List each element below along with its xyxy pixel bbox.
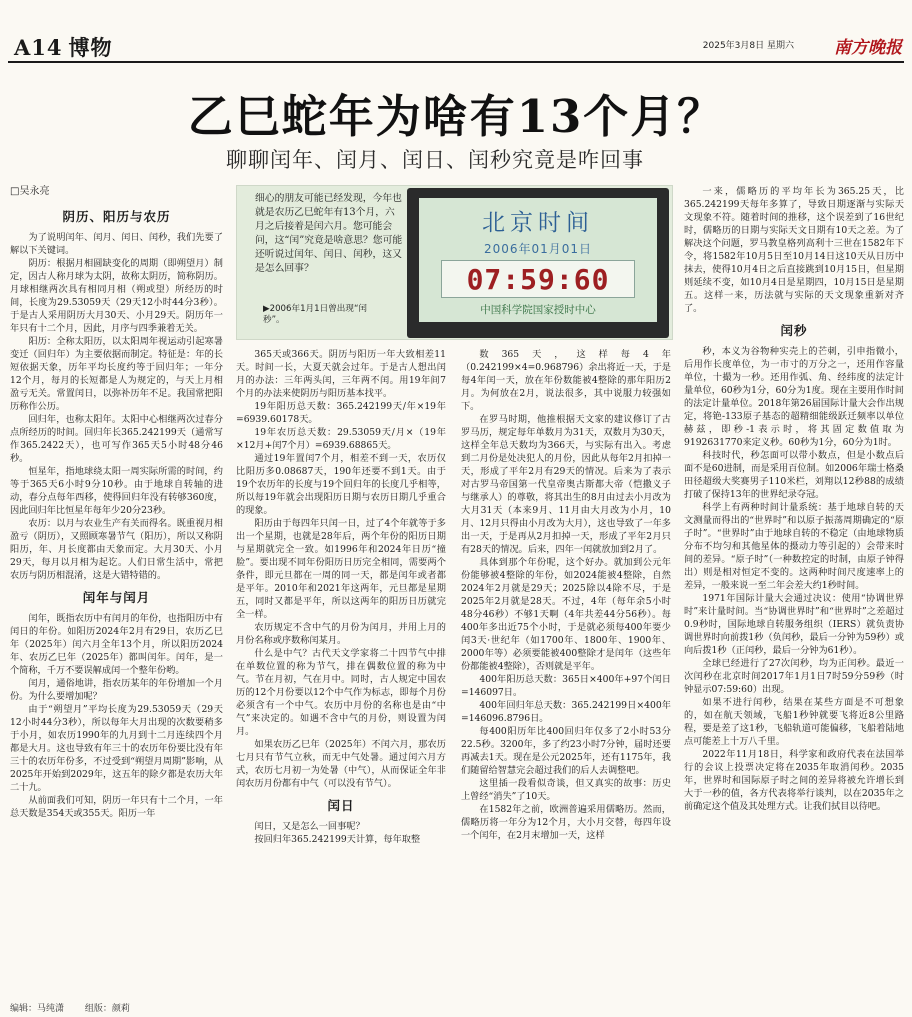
column-4 bbox=[684, 185, 904, 993]
byline: □吴永亮 bbox=[10, 186, 50, 197]
paragraph: 在罗马时期，他推根据天文家的建议修订了古罗马历，规定每年单数月为31天，双数月为30天，这样全年总天数均为366天，与实际有出入。考虑到二月份是处决犯人的月份，因此从每年2月扣掉一天，形成了平年2月有29天的情况。后来为了表示对古罗马帝国第一代皇帝奥古斯都大帝（恺撒义子与继承人）的尊敬，将其出生的8月由过去小月改为大月31天（本来9月、11月由大月改为小月，10月、12月只得由小月改为大月），这也导致了一年多出一天，于是再从2月扣掉一天，形成了平年2月只有28天的情况。后来，四年一闰就放加到2月了。 bbox=[461, 414, 671, 555]
clock-box bbox=[441, 260, 635, 298]
column-3 bbox=[461, 348, 671, 993]
section-title-leap-second: 闰秒 bbox=[780, 323, 808, 338]
paragraph: 闰月，通俗地讲，指农历某年的年份增加一个月份。为什么要增加呢？ bbox=[10, 678, 223, 702]
paragraph: 科技时代，秒怎面可以带小数点，但是小数点后面不是60进制，而是采用百位制。如2006年瑞士格桑田径超级大奖赛男子110米栏，刘翔以12秒88的成绩打破了保持13年的世界纪录夺冠。 bbox=[684, 450, 904, 500]
section-title-leap-year-month: 闰年与闰月 bbox=[82, 590, 151, 605]
photo-caption: ▶2006年1月1日曾出现“闰秒”。 bbox=[263, 304, 368, 325]
paragraph: 19年阳历总天数：365.242199天/年×19年=6939.60178天。 bbox=[236, 401, 446, 425]
design-credit: 组版：颜莉 bbox=[84, 1004, 130, 1014]
paragraph: 秒，本义为谷物种实壳上的芒刺，引申指微小，后用作长度单位，为一市寸的万分之一，还用作容量单位，十撮为一秒。还用作弧、角、经纬度的法定计量单位，60秒为1分，60分为1度。现在主要用作时间的法定计量单位。2018年第26届国际计量大会作出规定，将铯-133原子基态的超精细能级跃迁频率以单位赫兹，即秒-1表示时，将其固定数值取为9192631770来定义秒。60秒为1分，60分为1时。 bbox=[684, 346, 904, 448]
paragraph: 如果农历乙巳年（2025年）不闰六月，那农历七月只有节气立秋，而无中气处暑。通过闰六月方式，农历七月初一为处暑（中气），从而保证全年非闰农历月份都有中气（可以没有节气）。 bbox=[236, 739, 446, 789]
paragraph: 阴历：根据月相圆缺变化的周期（即朔望月）制定，因古人称月球为太阴，故称太阴历，简称阴历。月球相继两次具有相同月相（朔或望）所经历的时间，长度为29.53059天（29天12小时44分3秒）。于是古人采用阴历大月30天、小月29天。阴历年一年只有十二个月，因此，月序与四季兼着无关。 bbox=[10, 258, 223, 334]
paragraph: 全球已经进行了27次闰秒，均为正闰秒。最近一次闰秒在北京时间2017年1月1日7时59分59秒（时钟显示07:59:60）出现。 bbox=[684, 658, 904, 695]
paragraph: 一来，儒略历的平均年长为365.25天，比365.242199天每年多算了，导致日期逐渐与实际天文现象不符。随着时间的推移，这个误差到了16世纪时，儒略历的日期与实际天文日期有10天之差。为了解决这个问题，罗马教皇格列高利十三世在1582年下令，将1582年10月5日至10月14日这10天从日历中抹去，使得10月4日之后直接跳到10月15日，但星期则延续不变，如10月4日是星期四，10月15日是星期五。这样一来，历法就与实际的天文现象重新对齐了。 bbox=[684, 186, 904, 314]
paragraph: 阳历由于每四年只闰一日，过了4个年就等于多出一个星期，也就是28年后，两个年份的阳历日期与星期就完全一致。如1996年和2024年日历“撞脸”。要出现不同年份阳历日历完全相同，需要两个条件，即元旦都在一周的同一天，都是闰年或者都是平年。2010年和2021年这两年，元旦都是星期五，同时又都是平年，所以这两年的阳历日历就完全一样。 bbox=[236, 518, 446, 620]
column-1 bbox=[10, 185, 223, 993]
paragraph: 从前面我们可知，阴历一年只有十二个月，一年总天数是354天或355天。阳历一年 bbox=[10, 795, 223, 819]
paragraph: 具体到那个年份呢，这个好办。就加到公元年份能够被4整除的年份，如2024能被4整除，自然2024年2月就是29天；2025除以4除不尽，于是2025年2月就是28天。不过，4年（每年余5小时48分46秒）不够1天啊（4年共差44分56秒）。每400年多出近75个小时，于是就必须每400年要少闰3天·世纪年（如1700年、1800年、1900年、2000年等）必须要能被400整除才是闰年（这些年份都能被4整除），否则就是平年。 bbox=[461, 557, 671, 672]
header-rule bbox=[8, 61, 904, 63]
paragraph: 每400阳历年比400回归年仅多了2小时53分22.5秒。3200年，多了约23小时7分钟，届时还要再减去1天。现在是公元2025年，还有1175年，我们随留给智慧完会超过我们的后人去调整吧。 bbox=[461, 726, 671, 776]
headline: 乙巳蛇年为啥有13个月？ bbox=[187, 90, 725, 143]
paragraph: 农历：以月与农业生产有关而得名。既重视月相盈亏（阴历），又照顾寒暑节气（阳历），所以又称阴阳历，年、月长度都由天象而定。大月30天、小月29天，每月以月相为起讫。人们日常生活中，常把农历与阴历相混淆，这是大错特错的。 bbox=[10, 518, 223, 581]
issue-date: 2025年3月8日 星期六 bbox=[702, 41, 794, 51]
paragraph: 1971年国际计量大会通过决议：使用“协调世界时”来计量时间。当“协调世界时”和“世界时”之差超过0.9秒时，国际地球自转服务组织（IERS）就负责协调世界时向前拨1秒（负闰秒，最后一分钟为59秒）或向后拨1秒（正闰秒，最后一分钟为61秒）。 bbox=[684, 593, 904, 656]
newspaper-logo: 南方晚报 bbox=[834, 38, 902, 58]
paragraph: 为了说明闰年、闰月、闰日、闰秒，我们先要了解以下关键词。 bbox=[10, 232, 223, 256]
paragraph: 按回归年365.242199天计算，每年取整 bbox=[254, 834, 421, 845]
paragraph: 科学上有两种时间计量系统：基于地球自转的天文测量而得出的“世界时”和以原子振荡周期确定的“原子时”。“世界时”由于地球自转的不稳定（由地球物质分布不均匀和其他星体的摄动力等引起的）会带来时间的差异。“原子时”（一种数控定的时制，由原子钟得出）则是相对恒定不变的。这两种时间尺度速率上的差异，一般来说一至二年会差大约1秒时间。 bbox=[684, 502, 904, 591]
paragraph: 19年农历总天数：29.53059天/月×（19年×12月+闰7个月）=6939.68865天。 bbox=[236, 427, 446, 451]
screen-title: 北京时间 bbox=[482, 210, 594, 236]
page-header bbox=[8, 30, 904, 60]
paragraph: 闰年，既指农历中有闰月的年份，也指阳历中有闰日的年份。如阳历2024年2月有29日，农历乙巳年（2025年）闰六月全年13个月，所以阳历2024年、农历乙巳年（2025年）都叫闰年。闰年，是一个简称，千万不要误解成闰一个整年份哟。 bbox=[10, 613, 223, 676]
paragraph: 恒星年，指地球绕太阳一周实际所需的时间，约等于365天6小时9分10秒。由于地球自转轴的进动，春分点每年西移，使得回归年没有转够360度，因此回归年比恒星年每年少20分23秒。 bbox=[10, 466, 223, 516]
paragraph: 阳历：全称太阳历，以太阳周年视运动引起寒暑变迁（回归年）为主要依据而制定。特征是：年的长短依据天象，历年平均长度约等于回归年；一年分12个月，每月的长短都是人为规定的，与天上月相盈亏无关。常置闰日，以弥补历年不足。我国常把阳历称作公历。 bbox=[10, 336, 223, 412]
photo-intro-caption: 细心的朋友可能已经发现，今年也就是农历乙巳蛇年有13个月，六月之后接着是闰六月。您可能会问，这“闰”究竟是啥意思？您可能还听说过闰年、闰日、闰秒，这又是怎么回事？ bbox=[255, 193, 403, 274]
paragraph: 回归年，也称太阳年。太阳中心相继两次过春分点所经历的时间。回归年长365.242199天（通常写作365.2422天），也可写作365天5小时48分46秒。 bbox=[10, 414, 223, 464]
subheadline: 聊聊闰年、闰月、闰日、闰秒究竟是咋回事 bbox=[226, 148, 644, 172]
paragraph: 通过19年置闰7个月，相差不到一天，农历仅比阳历多0.08687天，190年还要不到1天。由于19个农历年的长度与19个回归年的长度几乎相等，所以每19年就会出现阳历日期与农历日期几乎重合的现象。 bbox=[236, 453, 446, 516]
page-number: A14 博物 bbox=[14, 35, 113, 60]
screen-clock: 07:59:60 bbox=[466, 263, 610, 296]
page-footer bbox=[10, 1001, 148, 1014]
column-2 bbox=[236, 348, 446, 993]
section-title-leap-day: 闰日 bbox=[327, 798, 355, 813]
screen-date: 2006年01月01日 bbox=[483, 242, 593, 256]
paragraph: 在1582年之前，欧洲普遍采用儒略历。然而，儒略历将一年分为12个月，大小月交替，每四年设一个闰年，在2月末增加一天，这样 bbox=[461, 804, 671, 841]
paragraph: 如果不进行闰秒，结果在某些方面是不可想象的，如在航天领域，飞船1秒钟就要飞将近8公里路程，要是差了这1秒，飞船轨道可能偏移，飞船着陆地点可能差上十万八千里。 bbox=[684, 697, 904, 747]
paragraph: 数365天，这样每4年（0.242199×4=0.968796）余出将近一天，于是每4年闰一天，放在年份数能被4整除的那年阳历2月。为何放在2月，说法很多，其中说服力较强如下。 bbox=[461, 349, 671, 412]
paragraph: 什么是中气？古代天文学家将二十四节气中排在单数位置的称为节气，排在偶数位置的称为中气。节在月初，气在月中。同时，古人规定中国农历的12个月份要以12个中气作为标志，即每个月份必须含有一个中气。农历中月份的名称也是由“中气”来决定的。如遇不含中气的月份，则设置为闰月。 bbox=[236, 648, 446, 737]
editor-credit: 编辑：马纯潇 bbox=[10, 1004, 65, 1014]
paragraph: 这里插一段看似奇谈，但又真实的故事：历史上曾经“消失”了10天。 bbox=[461, 778, 671, 802]
screen-organization: 中国科学院国家授时中心 bbox=[480, 304, 596, 316]
paragraph: 400年回归年总天数：365.242199日×400年=146096.8796日。 bbox=[461, 700, 671, 724]
paragraph: 365天或366天。阴历与阳历一年大致相差11天。时间一长，大夏天就会过年。于是古人想出闰月的办法：三年两头闰，三年两不闰。用19年间7个月的办法来使阴历与阳历基本找平。 bbox=[236, 349, 446, 399]
paragraph: 400年阳历总天数：365日×400年+97个闰日=146097日。 bbox=[461, 674, 671, 698]
section-title-calendars: 阴历、阳历与农历 bbox=[62, 209, 171, 224]
photo-feature bbox=[236, 185, 673, 340]
clock-display-photo bbox=[407, 188, 669, 338]
section-name: 博物 bbox=[68, 35, 113, 60]
display-screen bbox=[419, 198, 657, 322]
paragraph: 农历规定不含中气的月份为闰月，并用上月的月份名称或序数称闰某月。 bbox=[236, 622, 446, 646]
paragraph: 由于“朔望月”平均长度为29.53059天（29天12小时44分3秒），所以每年大月出现的次数要稍多于小月，如农历1990年的九月到十二月连续四个月都是大月。这也导致有年三十的农历年份要比没有年三十的农历年份多，不过受到“朔望月周期”影响，从2025年开始到2029年，这五年的除夕都是农历大年二十九。 bbox=[10, 704, 223, 793]
paragraph: 2022年11月18日，科学家和政府代表在法国举行的会议上投票决定将在2035年取消闰秒。2035年，世界时和国际原子时之间的差异将被允许增长到大于一秒的值，各方代表将举行谈判，以在2035年之前确定这个值及其处理方式。让我们拭目以待吧。 bbox=[684, 749, 904, 812]
paragraph: 闰日，又是怎么一回事呢？ bbox=[254, 821, 365, 832]
